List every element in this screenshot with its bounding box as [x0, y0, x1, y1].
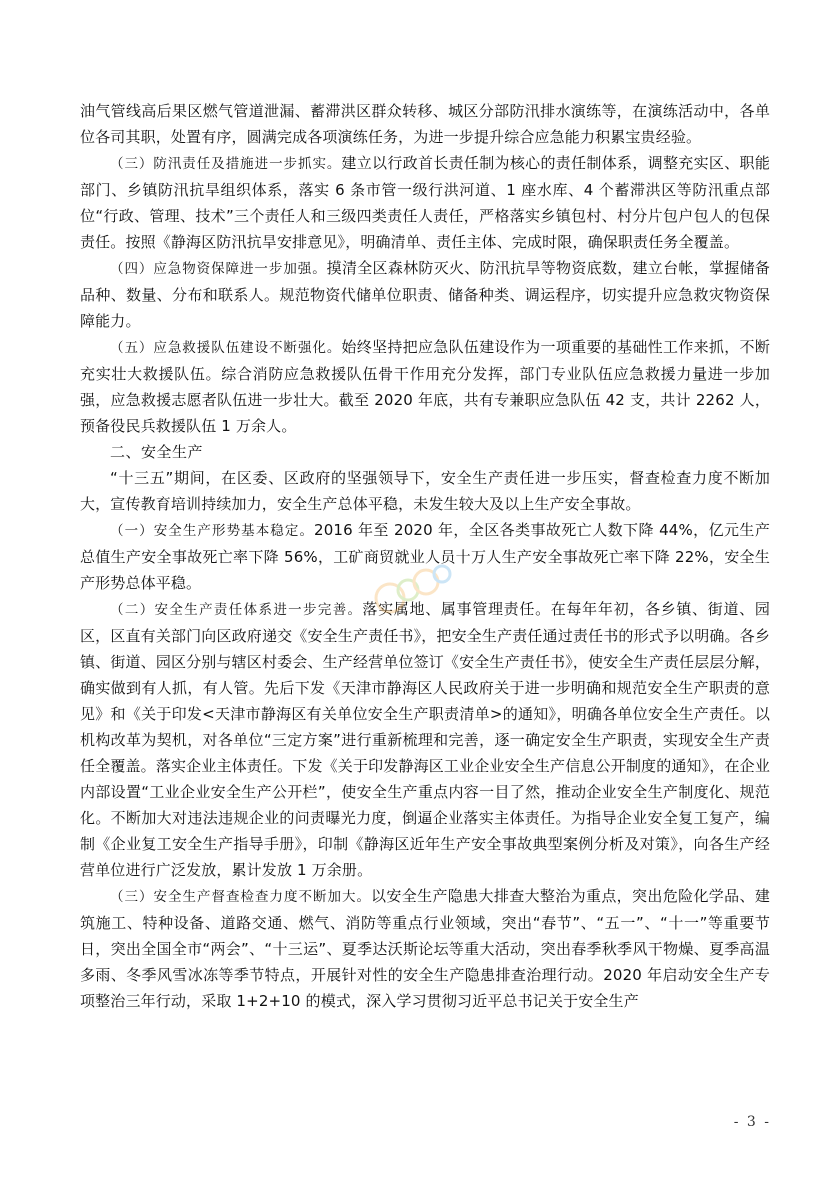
- paragraph-lead-heading: （三）安全生产督查检查力度不断加大。: [110, 889, 372, 905]
- paragraph-flood-responsibility: [80, 150, 770, 255]
- paragraph-lead-heading: （三）防汛责任及措施进一步抓实。: [110, 156, 342, 172]
- paragraph-inspection: [80, 883, 770, 1014]
- section-heading-work-safety: 二、安全生产: [110, 443, 204, 461]
- paragraph-safety-situation: [80, 517, 770, 596]
- paragraph-responsibility-system: [80, 596, 770, 883]
- paragraph-lead-heading: （一）安全生产形势基本稳定。: [110, 523, 315, 539]
- paragraph-lead-heading: （四）应急物资保障进一步加强。: [110, 261, 327, 277]
- paragraph-safety-overview: “十三五”期间，在区委、区政府的坚强领导下，安全生产责任进一步压实，督查检查力度不断加大，宣传教育培训持续加力，安全生产总体平稳，未发生较大及以上生产安全事故。: [80, 469, 770, 513]
- paragraph-rescue-teams: [80, 334, 770, 439]
- paragraph-text: 摸清全区森林防灭火、防汛抗旱等物资底数，建立台帐，掌握储备品种、数量、分布和联系人。规范物资代储单位职责、储备种类、调运程序，切实提升应急救灾物资保障能力。: [80, 259, 771, 330]
- paragraph-text: 2016 年至 2020 年，全区各类事故死亡人数下降 44%，亿元生产总值生产安全事故死亡率下降 56%，工矿商贸就业人员十万人生产安全事故死亡率下降 22%，安全生产形势总体平稳。: [80, 521, 770, 592]
- paragraph-text: 以安全生产隐患大排查大整治为重点，突出危险化学品、建筑施工、特种设备、道路交通、燃气、消防等重点行业领域，突出“春节”、“五一”、“十一”等重要节日，突出全国全市“两会”、“十三运”、夏季达沃斯论坛等重大活动，突出春季秋季风干物燥、夏季高温多雨、冬季风雪冰冻等季节特点，开展针对性的安全生产隐患排查治理行动。2020 年启动安全生产专项整治三年行动，采取 1+2+10 的模式，深入学习贯彻习近平总书记关于安全生产: [80, 887, 771, 1010]
- page-number: - 3 -: [733, 1114, 771, 1130]
- paragraph-drill-summary: 油气管线高后果区燃气管道泄漏、蓄滞洪区群众转移、城区分部防汛排水演练等，在演练活动中，各单位各司其职，处置有序，圆满完成各项演练任务，为进一步提升综合应急能力积累宝贵经验。: [80, 102, 770, 146]
- paragraph-lead-heading: （五）应急救援队伍建设不断强化。: [110, 340, 342, 356]
- paragraph-emergency-supplies: [80, 255, 770, 334]
- document-body: [80, 98, 770, 1014]
- paragraph-text: 落实属地、属事管理责任。在每年年初，各乡镇、街道、园区，区直有关部门向区政府递交《安全生产责任书》，把安全生产责任通过责任书的形式予以明确。各乡镇、街道、园区分别与辖区村委会、生产经营单位签订《安全生产责任书》，使安全生产责任层层分解，确实做到有人抓，有人管。先后下发《天津市静海区人民政府关于进一步明确和规范安全生产职责的意见》和《关于印发<天津市静海区有关单位安全生产职责清单>的通知》，明确各单位安全生产责任。以机构改革为契机，对各单位“三定方案”进行重新梳理和完善，逐一确定安全生产职责，实现安全生产责任全覆盖。落实企业主体责任。下发《关于印发静海区工业企业安全生产信息公开制度的通知》，在企业内部设置“工业企业安全生产公开栏”，使安全生产重点内容一目了然，推动企业安全生产制度化、规范化。不断加大对违法违规企业的问责曝光力度，倒逼企业落实主体责任。为指导企业安全复工复产，编制《企业复工安全生产指导手册》，印制《静海区近年生产安全事故典型案例分析及对策》，向各生产经营单位进行广泛发放，累计发放 1 万余册。: [80, 600, 770, 879]
- paragraph-text: 始终坚持把应急队伍建设作为一项重要的基础性工作来抓，不断充实壮大救援队伍。综合消防应急救援队伍骨干作用充分发挥，部门专业队伍应急救援力量进一步加强，应急救援志愿者队伍进一步壮大。截至 2020 年底，共有专兼职应急队伍 42 支，共计 2262 人，预备役民兵救援队伍 1 万余人。: [80, 338, 770, 435]
- paragraph-lead-heading: （二）安全生产责任体系进一步完善。: [110, 602, 363, 618]
- paragraph-text: 建立以行政首长责任制为核心的责任制体系，调整充实区、职能部门、乡镇防汛抗旱组织体系，落实 6 条市管一级行洪河道、1 座水库、4 个蓄滞洪区等防汛重点部位“行政、管理、技术”三个责任人和三级四类责任人责任，严格落实乡镇包村、村分片包户包人的包保责任。按照《静海区防汛抗旱安排意见》，明确清单、责任主体、完成时限，确保职责任务全覆盖。: [80, 154, 770, 251]
